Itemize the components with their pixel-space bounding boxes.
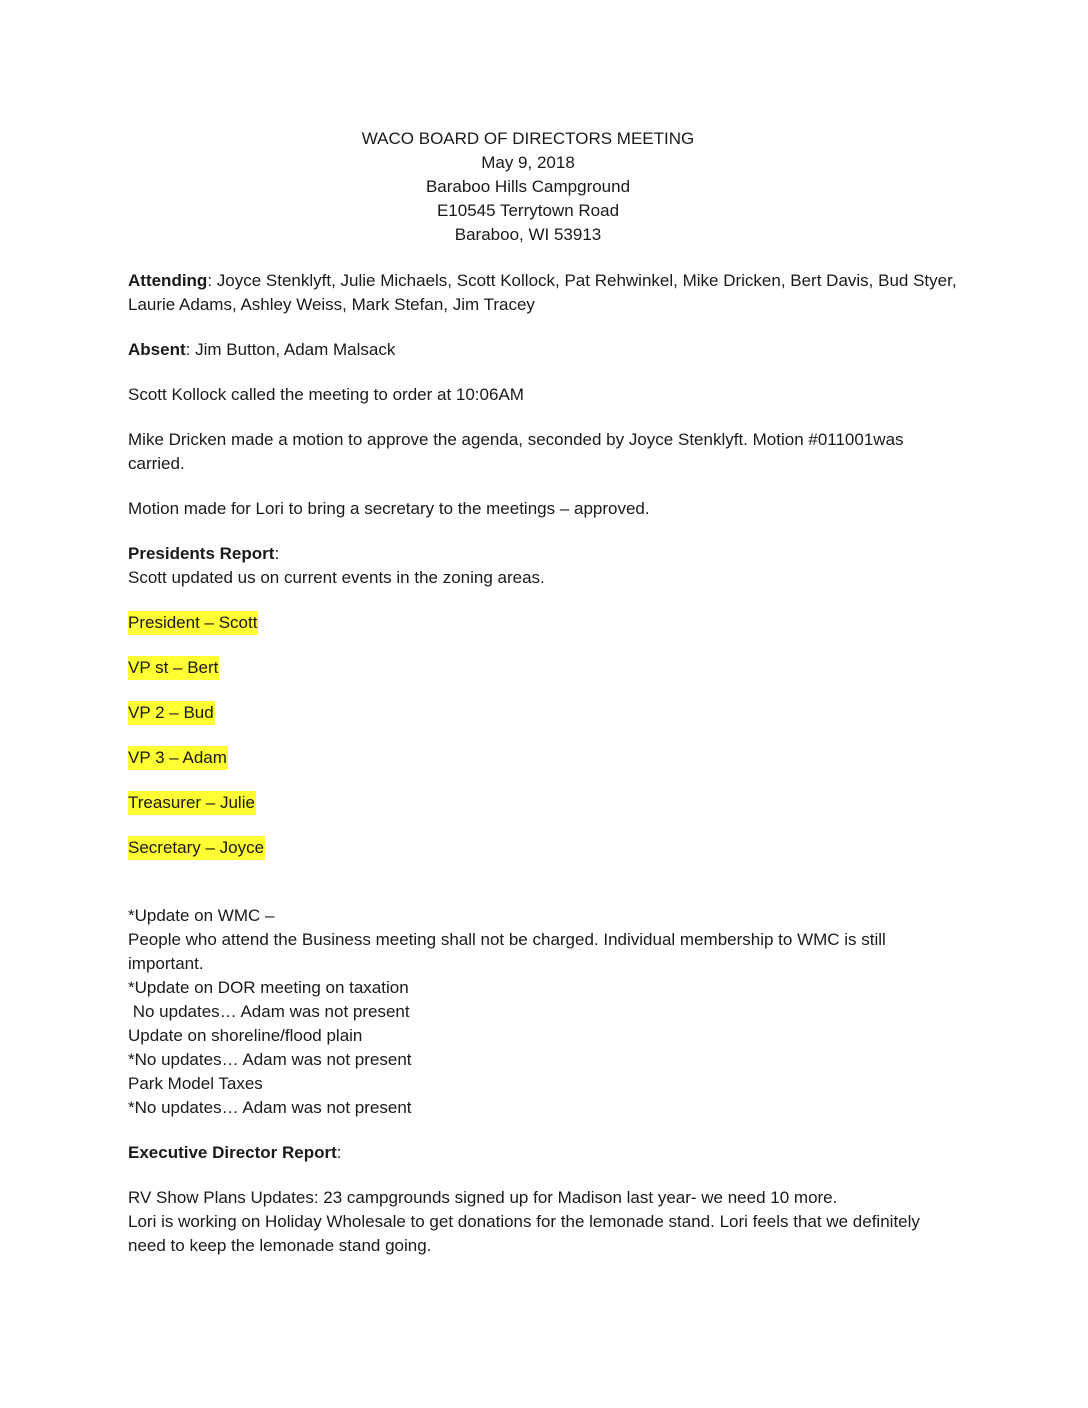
officer-item — [128, 611, 958, 635]
officer-item — [128, 836, 958, 860]
rv-show-item: RV Show Plans Updates: 23 campgrounds signed up for Madison last year- we need 10 more. — [128, 1188, 838, 1207]
officer-treasurer: Treasurer – Julie — [128, 791, 256, 815]
update-item: *No updates… Adam was not present — [128, 1098, 412, 1117]
meeting-date: May 9, 2018 — [481, 153, 575, 172]
executive-report-colon: : — [336, 1143, 342, 1162]
officer-item — [128, 791, 958, 815]
officer-president: President – Scott — [128, 611, 258, 635]
absent-paragraph — [128, 338, 958, 362]
absent-list: : Jim Button, Adam Malsack — [185, 340, 396, 359]
absent-label: Absent — [128, 340, 186, 359]
venue-street: E10545 Terrytown Road — [436, 201, 620, 220]
presidents-report-label: Presidents Report — [128, 544, 275, 563]
update-item: Park Model Taxes — [128, 1074, 263, 1093]
update-item: People who attend the Business meeting shall not be charged. Individual membership to WMC is still important. — [128, 930, 886, 973]
update-item: *Update on WMC – — [128, 906, 275, 925]
meeting-header — [113, 127, 943, 247]
motion-secretary: Motion made for Lori to bring a secretary to the meetings – approved. — [128, 499, 650, 518]
update-item: Update on shoreline/flood plain — [128, 1026, 363, 1045]
attending-label: Attending — [128, 271, 208, 290]
update-item: No updates… Adam was not present — [128, 1002, 410, 1021]
presidents-report-colon: : — [274, 544, 280, 563]
attending-paragraph — [128, 269, 958, 317]
attending-list: : Joyce Stenklyft, Julie Michaels, Scott Kollock, Pat Rehwinkel, Mike Dricken, Bert Davis, Bud Styer, Laurie Adams, Ashley Weiss, Mark Stefan, Jim Tracey — [128, 271, 957, 314]
update-item: *No updates… Adam was not present — [128, 1050, 412, 1069]
presidents-report-text: Scott updated us on current events in the zoning areas. — [128, 568, 545, 587]
meeting-title: WACO BOARD OF DIRECTORS MEETING — [361, 129, 695, 148]
presidents-report-heading — [128, 542, 958, 566]
officer-vp3: VP 3 – Adam — [128, 746, 228, 770]
officer-secretary: Secretary – Joyce — [128, 836, 265, 860]
meeting-venue: Baraboo Hills Campground — [425, 177, 631, 196]
officer-item — [128, 656, 958, 680]
venue-city: Baraboo, WI 53913 — [454, 225, 602, 244]
officer-vp2: VP 2 – Bud — [128, 701, 215, 725]
officer-item — [128, 746, 958, 770]
officer-item — [128, 701, 958, 725]
call-to-order: Scott Kollock called the meeting to order at 10:06AM — [128, 385, 524, 404]
update-item: *Update on DOR meeting on taxation — [128, 978, 409, 997]
motion-agenda: Mike Dricken made a motion to approve the agenda, seconded by Joyce Stenklyft. Motion #011001was carried. — [128, 430, 904, 473]
rv-show-item: Lori is working on Holiday Wholesale to get donations for the lemonade stand. Lori feels that we definitely need to keep the lemonade stand going. — [128, 1212, 920, 1255]
minutes-page — [128, 127, 958, 1258]
executive-report-heading — [128, 1141, 958, 1165]
officer-vp1: VP st – Bert — [128, 656, 219, 680]
executive-report-label: Executive Director Report — [128, 1143, 337, 1162]
